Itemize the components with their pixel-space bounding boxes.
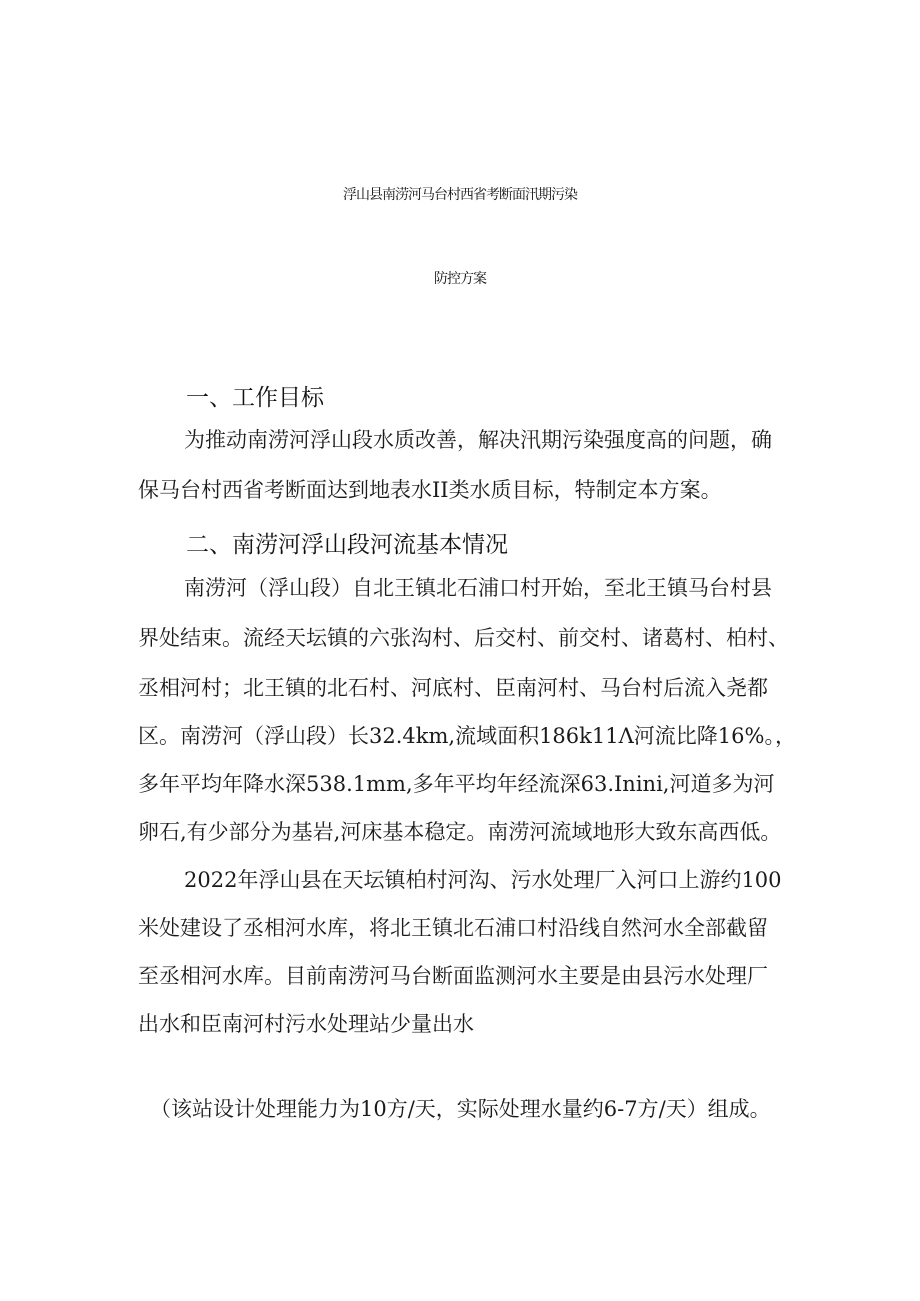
section-2-heading: 二、南涝河浮山段河流基本情况 — [186, 532, 508, 558]
section-2-para1-line-6: 卵石,有少部分为基岩,河床基本稳定。南涝河流域地形大致东高西低。 — [138, 820, 782, 844]
section-2-para1-line-3: 丞相河村；北王镇的北石村、河底村、臣南河村、马台村后流入尧都 — [138, 676, 768, 700]
document-title-line-1: 浮山县南涝河马台村西省考断面汛期污染 — [343, 187, 577, 203]
section-2-para3-line: （该站设计处理能力为10方/天，实际处理水量约6-7方/天）组成。 — [150, 1097, 771, 1121]
section-2-para2-line-4: 出水和臣南河村污水处理站少量出水 — [138, 1012, 474, 1036]
section-2-para1-line-1: 南涝河（浮山段）自北王镇北石浦口村开始，至北王镇马台村县 — [184, 576, 772, 600]
section-2-para2-line-3: 至丞相河水库。目前南涝河马台断面监测河水主要是由县污水处理厂 — [138, 964, 768, 988]
section-1-heading: 一、工作目标 — [186, 385, 324, 411]
section-2-para1-line-4: 区。南涝河（浮山段）长32.4km,流域面积186k11Λ河流比降16%。， — [138, 724, 796, 748]
section-1-line-2: 保马台村西省考断面达到地表水II类水质目标，特制定本方案。 — [138, 478, 722, 502]
section-2-para2-line-2: 米处建设了丞相河水库，将北王镇北石浦口村沿线自然河水全部截留 — [138, 916, 768, 940]
section-2-para1-line-5: 多年平均年降水深538.1mm,多年平均年经流深63.Inini,河道多为河 — [138, 772, 775, 796]
section-2-para1-line-2: 界处结束。流经天坛镇的六张沟村、后交村、前交村、诸葛村、柏村、 — [138, 626, 789, 650]
section-2-para2-line-1: 2022年浮山县在天坛镇柏村河沟、污水处理厂入河口上游约100 — [184, 868, 782, 892]
section-1-line-1: 为推动南涝河浮山段水质改善，解决汛期污染强度高的问题，确 — [184, 428, 772, 452]
document-title-line-2: 防控方案 — [434, 271, 486, 287]
